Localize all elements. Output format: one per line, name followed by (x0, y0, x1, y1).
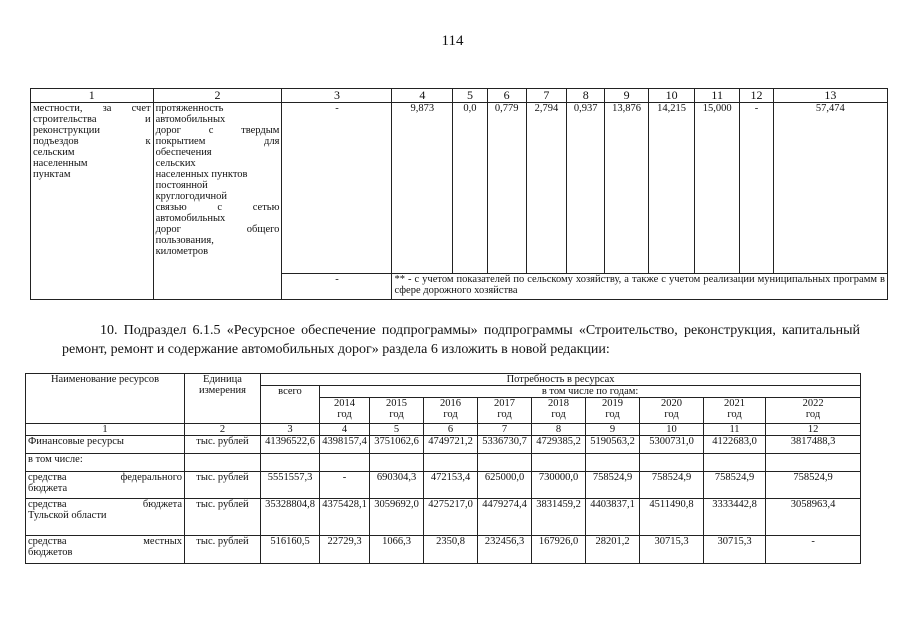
value-cell (586, 454, 640, 472)
value-cell: 4479274,4 (478, 499, 532, 536)
value-cell: - (740, 103, 774, 274)
value-cell: 3333442,8 (704, 499, 766, 536)
value-cell: 28201,2 (586, 536, 640, 564)
indicator-table (30, 88, 888, 300)
value-cell: - (320, 472, 370, 499)
value-cell (478, 454, 532, 472)
text-line: постоянной (155, 180, 208, 191)
value-cell: 2350,8 (424, 536, 478, 564)
unit-cell: тыс. рублей (185, 536, 261, 564)
year-header: 2017 год (478, 398, 532, 424)
value-cell: 4275217,0 (424, 499, 478, 536)
unit-cell: тыс. рублей (185, 499, 261, 536)
column-number: 7 (478, 424, 532, 436)
value-cell: 625000,0 (478, 472, 532, 499)
table-row (31, 103, 888, 274)
value-cell (766, 454, 861, 472)
table-row (26, 454, 861, 472)
year-header: 2022 год (766, 398, 861, 424)
value-cell: 5300731,0 (640, 436, 704, 454)
value-cell: 1066,3 (370, 536, 424, 564)
value-cell: 30715,3 (704, 536, 766, 564)
value-cell (370, 454, 424, 472)
header-cell: 9 (605, 89, 649, 103)
year-header: 2015 год (370, 398, 424, 424)
value-cell: 758524,9 (704, 472, 766, 499)
column-number: 8 (532, 424, 586, 436)
year-header: 2021 год (704, 398, 766, 424)
text-line: подъездов к (33, 136, 151, 147)
value-cell: 0,0 (453, 103, 488, 274)
value-cell: 14,215 (649, 103, 695, 274)
year-header: 2014 год (320, 398, 370, 424)
column-number: 9 (586, 424, 640, 436)
value-cell: 472153,4 (424, 472, 478, 499)
text-line: пользования, (155, 235, 214, 246)
value-cell: 0,937 (567, 103, 605, 274)
unit-cell: тыс. рублей (185, 472, 261, 499)
total-header: всего (261, 386, 320, 424)
header-cell: 11 (695, 89, 740, 103)
resource-name: Финансовые ресурсы (26, 436, 185, 454)
indicator-name-cell (153, 103, 282, 300)
value-cell: 5190563,2 (586, 436, 640, 454)
value-cell: 3817488,3 (766, 436, 861, 454)
body-paragraph: 10. Подраздел 6.1.5 «Ресурсное обеспечение подпрограммы» подпрограммы «Строительство, реконструкция, капитальный ремонт, ремонт и содержание автомобильных дорог» раздела 6 изложить в новой редакции: (62, 323, 860, 357)
header-cell: 2 (153, 89, 282, 103)
table-header-row (31, 89, 888, 103)
text-line: пунктам (33, 169, 71, 180)
value-cell (532, 454, 586, 472)
column-number: 6 (424, 424, 478, 436)
value-cell: 5336730,7 (478, 436, 532, 454)
text-line: реконструкции (33, 125, 101, 136)
table-row (26, 499, 861, 536)
value-cell: 0,779 (487, 103, 526, 274)
header-cell: 1 (31, 89, 154, 103)
year-header: 2019 год (586, 398, 640, 424)
text-line: протяженность (155, 103, 224, 114)
value-cell: 15,000 (695, 103, 740, 274)
value-cell: - (766, 536, 861, 564)
resource-name: средства местных бюджетов (26, 536, 185, 564)
header-cell: 4 (392, 89, 453, 103)
table-row (26, 436, 861, 454)
need-header: Потребность в ресурсах (261, 374, 861, 386)
by-years-header: в том числе по годам: (320, 386, 861, 398)
resources-table (25, 373, 861, 564)
table-row (26, 472, 861, 499)
value-cell: 30715,3 (640, 536, 704, 564)
year-header: 2018 год (532, 398, 586, 424)
text-line: сельских (155, 158, 196, 169)
value-cell: 3831459,2 (532, 499, 586, 536)
column-number: 11 (704, 424, 766, 436)
column-number: 2 (185, 424, 261, 436)
unit-cell (185, 454, 261, 472)
text-line: обеспечения (155, 147, 212, 158)
value-cell: 4511490,8 (640, 499, 704, 536)
value-cell (261, 454, 320, 472)
unit-cell: тыс. рублей (185, 436, 261, 454)
header-cell: 8 (567, 89, 605, 103)
value-cell: 22729,3 (320, 536, 370, 564)
value-cell: 4749721,2 (424, 436, 478, 454)
value-cell (424, 454, 478, 472)
text-line: дорог с твердым (155, 125, 280, 136)
value-cell: 4403837,1 (586, 499, 640, 536)
value-cell: 3059692,0 (370, 499, 424, 536)
value-cell: 167926,0 (532, 536, 586, 564)
value-cell: 232456,3 (478, 536, 532, 564)
value-cell: 516160,5 (261, 536, 320, 564)
value-cell: 4122683,0 (704, 436, 766, 454)
text-line: сельским (33, 147, 75, 158)
resource-name: средства федерального бюджета (26, 472, 185, 499)
text-line: автомобильных (155, 213, 226, 224)
value-cell: 4398157,4 (320, 436, 370, 454)
resource-name: в том числе: (26, 454, 185, 472)
value-cell (704, 454, 766, 472)
value-cell: - (282, 274, 392, 300)
unit-header: Единица измерения (185, 374, 261, 424)
column-number: 3 (261, 424, 320, 436)
page-number: 114 (441, 33, 464, 49)
text-line: километров (155, 246, 209, 257)
column-number: 10 (640, 424, 704, 436)
value-cell: 13,876 (605, 103, 649, 274)
column-number: 12 (766, 424, 861, 436)
text-line: покрытием для (155, 136, 280, 147)
text-line: связью с сетью (155, 202, 280, 213)
header-cell: 3 (282, 89, 392, 103)
table-header-row (26, 374, 861, 386)
value-cell: 758524,9 (586, 472, 640, 499)
value-cell: 3058963,4 (766, 499, 861, 536)
column-number: 4 (320, 424, 370, 436)
header-cell: 5 (453, 89, 488, 103)
column-number-row (26, 424, 861, 436)
value-cell: 4375428,1 (320, 499, 370, 536)
table-row (26, 536, 861, 564)
indicator-location-cell (31, 103, 154, 300)
text-line: местности, за счет (33, 103, 151, 114)
text-line: строительства и (33, 114, 151, 125)
resource-name: средства бюджета Тульской области (26, 499, 185, 536)
value-cell (320, 454, 370, 472)
footnote-cell: ** - с учетом показателей по сельскому хозяйству, а также с учетом реализации муниципальных программ в сфере дорожного хозяйства (392, 274, 888, 300)
text-line: автомобильных (155, 114, 226, 125)
value-cell: 758524,9 (766, 472, 861, 499)
year-header: 2020 год (640, 398, 704, 424)
value-cell: 2,794 (526, 103, 567, 274)
text-line: населенным (33, 158, 88, 169)
value-cell: 690304,3 (370, 472, 424, 499)
value-cell: 5551557,3 (261, 472, 320, 499)
text-line: дорог общего (155, 224, 280, 235)
value-cell: 730000,0 (532, 472, 586, 499)
value-cell: 758524,9 (640, 472, 704, 499)
value-cell: 9,873 (392, 103, 453, 274)
header-cell: 13 (773, 89, 887, 103)
column-number: 5 (370, 424, 424, 436)
header-cell: 7 (526, 89, 567, 103)
value-cell: 57,474 (773, 103, 887, 274)
value-cell: 3751062,6 (370, 436, 424, 454)
value-cell (640, 454, 704, 472)
header-cell: 10 (649, 89, 695, 103)
year-header: 2016 год (424, 398, 478, 424)
text-line: населенных пунктов (155, 169, 248, 180)
resources-header: Наименование ресурсов (26, 374, 185, 424)
value-cell: 35328804,8 (261, 499, 320, 536)
header-cell: 6 (487, 89, 526, 103)
value-cell: 41396522,6 (261, 436, 320, 454)
column-number: 1 (26, 424, 185, 436)
value-cell: 4729385,2 (532, 436, 586, 454)
header-cell: 12 (740, 89, 774, 103)
value-cell: - (282, 103, 392, 274)
text-line: круглогодичной (155, 191, 228, 202)
